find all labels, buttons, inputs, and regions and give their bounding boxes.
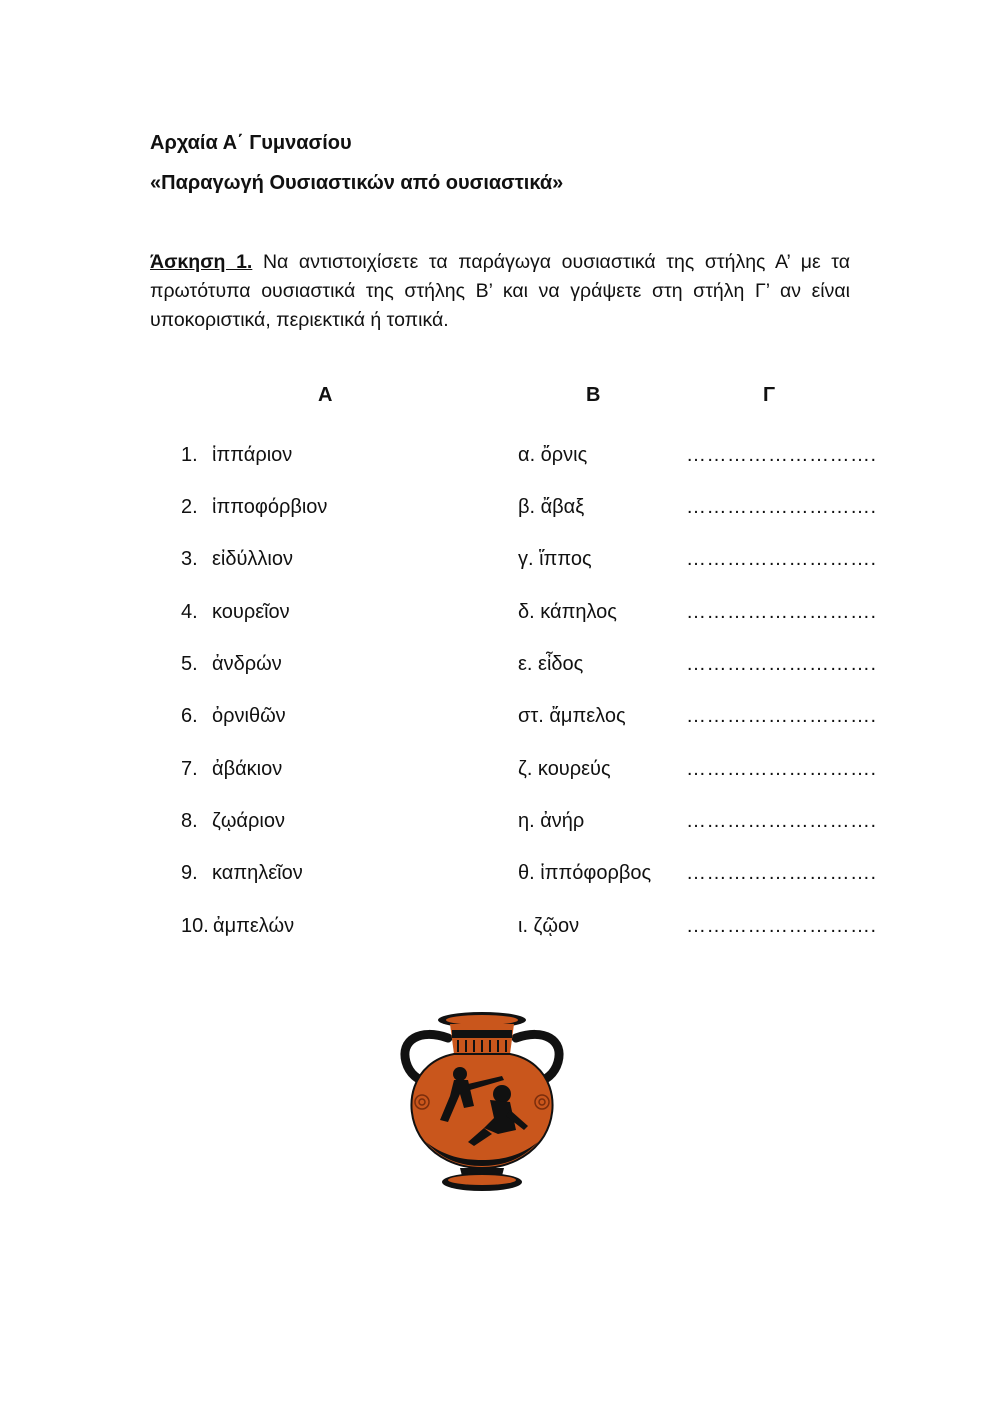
answer-blank[interactable]: ………………………. [686, 496, 877, 518]
derived-noun: ἱππάριον [212, 444, 293, 466]
row-number: 4. [181, 601, 198, 623]
answer-blank[interactable]: ………………………. [686, 758, 877, 780]
table-row [0, 862, 1000, 892]
original-noun: στ. ἄμπελος [518, 705, 626, 727]
original-noun: θ. ἱππόφορβος [518, 862, 652, 884]
table-row [0, 915, 1000, 945]
original-noun: ι. ζῷον [518, 915, 580, 937]
row-number: 9. [181, 862, 198, 884]
row-number: 8. [181, 810, 198, 832]
original-noun: α. ὄρνις [518, 444, 588, 466]
derived-noun: ἱπποφόρβιον [212, 496, 328, 518]
column-g-header: Γ [763, 384, 776, 406]
row-number: 10. [181, 915, 209, 937]
derived-noun: καπηλεῖον [212, 862, 303, 884]
table-row [0, 705, 1000, 735]
exercise-text: Να αντιστοιχίσετε τα παράγωγα ουσιαστικά της στήλης Α’ με τα πρωτότυπα ουσιαστικά της στήλης Β’ και να γράψετε στη στήλη Γ’ αν είναι υποκοριστικά, περιεκτικά ή τοπικά. [150, 251, 851, 331]
row-number: 6. [181, 705, 198, 727]
derived-noun: ἀμπελών [213, 915, 295, 937]
answer-blank[interactable]: ………………………. [686, 444, 877, 466]
derived-noun: ὀρνιθῶν [212, 705, 286, 727]
table-row [0, 653, 1000, 683]
exercise-instructions [150, 248, 850, 335]
derived-noun: ζῳάριον [212, 810, 285, 832]
original-noun: ε. εἶδος [518, 653, 584, 675]
column-b-header: Β [586, 384, 601, 406]
column-a-header: Α [318, 384, 333, 406]
exercise-label: Άσκηση 1. [150, 251, 253, 273]
table-row [0, 601, 1000, 631]
table-row [0, 548, 1000, 578]
answer-blank[interactable]: ………………………. [686, 862, 877, 884]
answer-blank[interactable]: ………………………. [686, 653, 877, 675]
answer-blank[interactable]: ………………………. [686, 601, 877, 623]
original-noun: γ. ἵππος [518, 548, 592, 570]
row-number: 7. [181, 758, 198, 780]
row-number: 1. [181, 444, 198, 466]
answer-blank[interactable]: ………………………. [686, 705, 877, 727]
answer-blank[interactable]: ………………………. [686, 810, 877, 832]
page-title: Αρχαία Α΄ Γυμνασίου [150, 132, 352, 154]
row-number: 3. [181, 548, 198, 570]
original-noun: β. ἄβαξ [518, 496, 585, 518]
derived-noun: εἰδύλλιον [212, 548, 293, 570]
page-subtitle: «Παραγωγή Ουσιαστικών από ουσιαστικά» [150, 172, 564, 194]
row-number: 2. [181, 496, 198, 518]
original-noun: η. ἀνήρ [518, 810, 585, 832]
original-noun: δ. κάπηλος [518, 601, 617, 623]
table-row [0, 810, 1000, 840]
table-row [0, 758, 1000, 788]
table-row [0, 496, 1000, 526]
amphora-vase-icon [398, 1010, 566, 1194]
answer-blank[interactable]: ………………………. [686, 548, 877, 570]
row-number: 5. [181, 653, 198, 675]
original-noun: ζ. κουρεύς [518, 758, 611, 780]
derived-noun: ἀβάκιον [212, 758, 283, 780]
derived-noun: ἀνδρών [212, 653, 282, 675]
answer-blank[interactable]: ………………………. [686, 915, 877, 937]
derived-noun: κουρεῖον [212, 601, 290, 623]
table-row [0, 444, 1000, 474]
